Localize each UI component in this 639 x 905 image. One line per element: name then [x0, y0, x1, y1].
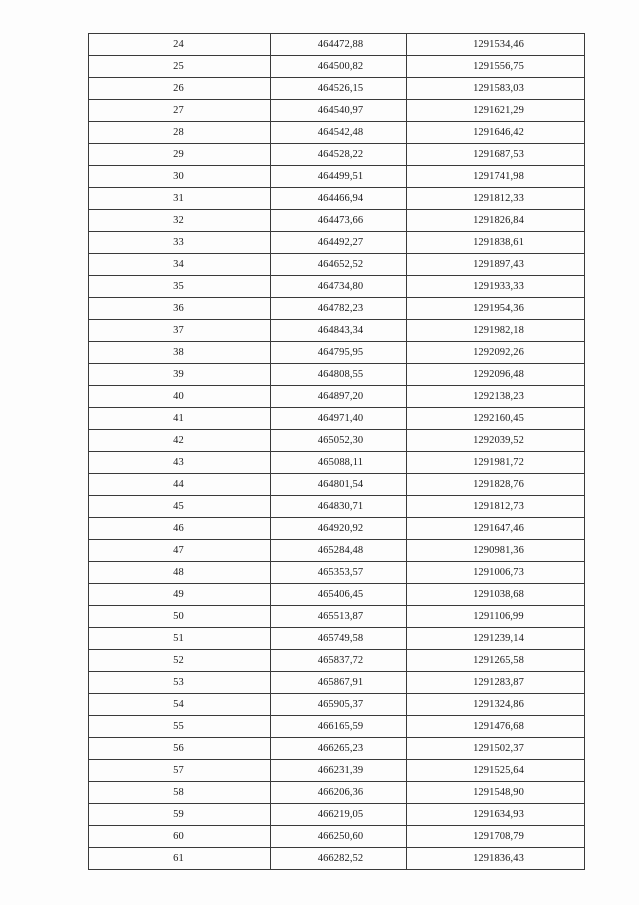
point-number-cell: 49	[89, 584, 271, 606]
x-coordinate-cell: 464466,94	[271, 188, 407, 210]
table-row	[89, 298, 585, 320]
table-row	[89, 782, 585, 804]
x-coordinate-cell: 464971,40	[271, 408, 407, 430]
table-row	[89, 56, 585, 78]
table-row	[89, 100, 585, 122]
table-row	[89, 562, 585, 584]
point-number-cell: 52	[89, 650, 271, 672]
x-coordinate-cell: 465052,30	[271, 430, 407, 452]
table-row	[89, 540, 585, 562]
point-number-cell: 50	[89, 606, 271, 628]
x-coordinate-cell: 464528,22	[271, 144, 407, 166]
x-coordinate-cell: 465513,87	[271, 606, 407, 628]
y-coordinate-cell: 1291548,90	[407, 782, 585, 804]
x-coordinate-cell: 465867,91	[271, 672, 407, 694]
y-coordinate-cell: 1291476,68	[407, 716, 585, 738]
point-number-cell: 56	[89, 738, 271, 760]
y-coordinate-cell: 1292039,52	[407, 430, 585, 452]
y-coordinate-cell: 1291106,99	[407, 606, 585, 628]
coordinates-table	[88, 33, 585, 870]
y-coordinate-cell: 1291265,58	[407, 650, 585, 672]
point-number-cell: 25	[89, 56, 271, 78]
x-coordinate-cell: 465749,58	[271, 628, 407, 650]
table-row	[89, 804, 585, 826]
coordinates-table-body	[89, 34, 585, 870]
table-row	[89, 78, 585, 100]
point-number-cell: 58	[89, 782, 271, 804]
table-row	[89, 386, 585, 408]
y-coordinate-cell: 1291006,73	[407, 562, 585, 584]
point-number-cell: 60	[89, 826, 271, 848]
table-row	[89, 518, 585, 540]
y-coordinate-cell: 1292092,26	[407, 342, 585, 364]
y-coordinate-cell: 1291741,98	[407, 166, 585, 188]
point-number-cell: 32	[89, 210, 271, 232]
y-coordinate-cell: 1291646,42	[407, 122, 585, 144]
table-row	[89, 650, 585, 672]
point-number-cell: 33	[89, 232, 271, 254]
table-row	[89, 826, 585, 848]
x-coordinate-cell: 465406,45	[271, 584, 407, 606]
point-number-cell: 29	[89, 144, 271, 166]
table-row	[89, 364, 585, 386]
point-number-cell: 31	[89, 188, 271, 210]
x-coordinate-cell: 464897,20	[271, 386, 407, 408]
y-coordinate-cell: 1292096,48	[407, 364, 585, 386]
x-coordinate-cell: 465905,37	[271, 694, 407, 716]
x-coordinate-cell: 466206,36	[271, 782, 407, 804]
point-number-cell: 48	[89, 562, 271, 584]
y-coordinate-cell: 1291826,84	[407, 210, 585, 232]
table-row	[89, 276, 585, 298]
y-coordinate-cell: 1291283,87	[407, 672, 585, 694]
table-row	[89, 474, 585, 496]
y-coordinate-cell: 1291687,53	[407, 144, 585, 166]
point-number-cell: 38	[89, 342, 271, 364]
y-coordinate-cell: 1291038,68	[407, 584, 585, 606]
point-number-cell: 37	[89, 320, 271, 342]
point-number-cell: 40	[89, 386, 271, 408]
x-coordinate-cell: 464801,54	[271, 474, 407, 496]
table-row	[89, 408, 585, 430]
table-row	[89, 606, 585, 628]
table-row	[89, 452, 585, 474]
point-number-cell: 42	[89, 430, 271, 452]
x-coordinate-cell: 465088,11	[271, 452, 407, 474]
point-number-cell: 46	[89, 518, 271, 540]
x-coordinate-cell: 465284,48	[271, 540, 407, 562]
point-number-cell: 44	[89, 474, 271, 496]
table-row	[89, 430, 585, 452]
y-coordinate-cell: 1291981,72	[407, 452, 585, 474]
point-number-cell: 45	[89, 496, 271, 518]
y-coordinate-cell: 1291556,75	[407, 56, 585, 78]
x-coordinate-cell: 464542,48	[271, 122, 407, 144]
point-number-cell: 28	[89, 122, 271, 144]
x-coordinate-cell: 464734,80	[271, 276, 407, 298]
y-coordinate-cell: 1291647,46	[407, 518, 585, 540]
x-coordinate-cell: 464808,55	[271, 364, 407, 386]
point-number-cell: 26	[89, 78, 271, 100]
x-coordinate-cell: 466282,52	[271, 848, 407, 870]
x-coordinate-cell: 466219,05	[271, 804, 407, 826]
x-coordinate-cell: 464843,34	[271, 320, 407, 342]
y-coordinate-cell: 1291812,33	[407, 188, 585, 210]
table-row	[89, 320, 585, 342]
y-coordinate-cell: 1291634,93	[407, 804, 585, 826]
table-row	[89, 694, 585, 716]
table-row	[89, 232, 585, 254]
table-row	[89, 738, 585, 760]
x-coordinate-cell: 465837,72	[271, 650, 407, 672]
point-number-cell: 43	[89, 452, 271, 474]
x-coordinate-cell: 465353,57	[271, 562, 407, 584]
point-number-cell: 55	[89, 716, 271, 738]
point-number-cell: 36	[89, 298, 271, 320]
table-row	[89, 166, 585, 188]
table-row	[89, 848, 585, 870]
x-coordinate-cell: 464795,95	[271, 342, 407, 364]
y-coordinate-cell: 1291324,86	[407, 694, 585, 716]
table-row	[89, 34, 585, 56]
table-row	[89, 760, 585, 782]
point-number-cell: 51	[89, 628, 271, 650]
point-number-cell: 24	[89, 34, 271, 56]
y-coordinate-cell: 1291812,73	[407, 496, 585, 518]
x-coordinate-cell: 464472,88	[271, 34, 407, 56]
point-number-cell: 54	[89, 694, 271, 716]
point-number-cell: 30	[89, 166, 271, 188]
x-coordinate-cell: 464473,66	[271, 210, 407, 232]
y-coordinate-cell: 1291838,61	[407, 232, 585, 254]
point-number-cell: 53	[89, 672, 271, 694]
table-row	[89, 254, 585, 276]
table-row	[89, 628, 585, 650]
point-number-cell: 27	[89, 100, 271, 122]
y-coordinate-cell: 1291534,46	[407, 34, 585, 56]
y-coordinate-cell: 1291897,43	[407, 254, 585, 276]
y-coordinate-cell: 1291583,03	[407, 78, 585, 100]
y-coordinate-cell: 1291708,79	[407, 826, 585, 848]
point-number-cell: 34	[89, 254, 271, 276]
table-row	[89, 210, 585, 232]
y-coordinate-cell: 1290981,36	[407, 540, 585, 562]
x-coordinate-cell: 464920,92	[271, 518, 407, 540]
table-row	[89, 144, 585, 166]
table-row	[89, 584, 585, 606]
x-coordinate-cell: 464492,27	[271, 232, 407, 254]
y-coordinate-cell: 1291954,36	[407, 298, 585, 320]
point-number-cell: 57	[89, 760, 271, 782]
x-coordinate-cell: 466250,60	[271, 826, 407, 848]
y-coordinate-cell: 1291828,76	[407, 474, 585, 496]
y-coordinate-cell: 1291836,43	[407, 848, 585, 870]
x-coordinate-cell: 464782,23	[271, 298, 407, 320]
x-coordinate-cell: 464500,82	[271, 56, 407, 78]
x-coordinate-cell: 464540,97	[271, 100, 407, 122]
table-row	[89, 342, 585, 364]
point-number-cell: 47	[89, 540, 271, 562]
x-coordinate-cell: 466165,59	[271, 716, 407, 738]
point-number-cell: 35	[89, 276, 271, 298]
y-coordinate-cell: 1291239,14	[407, 628, 585, 650]
x-coordinate-cell: 464499,51	[271, 166, 407, 188]
y-coordinate-cell: 1291525,64	[407, 760, 585, 782]
x-coordinate-cell: 464526,15	[271, 78, 407, 100]
table-row	[89, 496, 585, 518]
x-coordinate-cell: 466265,23	[271, 738, 407, 760]
point-number-cell: 39	[89, 364, 271, 386]
y-coordinate-cell: 1292138,23	[407, 386, 585, 408]
y-coordinate-cell: 1291621,29	[407, 100, 585, 122]
x-coordinate-cell: 466231,39	[271, 760, 407, 782]
x-coordinate-cell: 464652,52	[271, 254, 407, 276]
x-coordinate-cell: 464830,71	[271, 496, 407, 518]
table-row	[89, 188, 585, 210]
table-row	[89, 672, 585, 694]
y-coordinate-cell: 1292160,45	[407, 408, 585, 430]
y-coordinate-cell: 1291982,18	[407, 320, 585, 342]
point-number-cell: 61	[89, 848, 271, 870]
point-number-cell: 59	[89, 804, 271, 826]
point-number-cell: 41	[89, 408, 271, 430]
y-coordinate-cell: 1291933,33	[407, 276, 585, 298]
table-row	[89, 122, 585, 144]
table-row	[89, 716, 585, 738]
y-coordinate-cell: 1291502,37	[407, 738, 585, 760]
